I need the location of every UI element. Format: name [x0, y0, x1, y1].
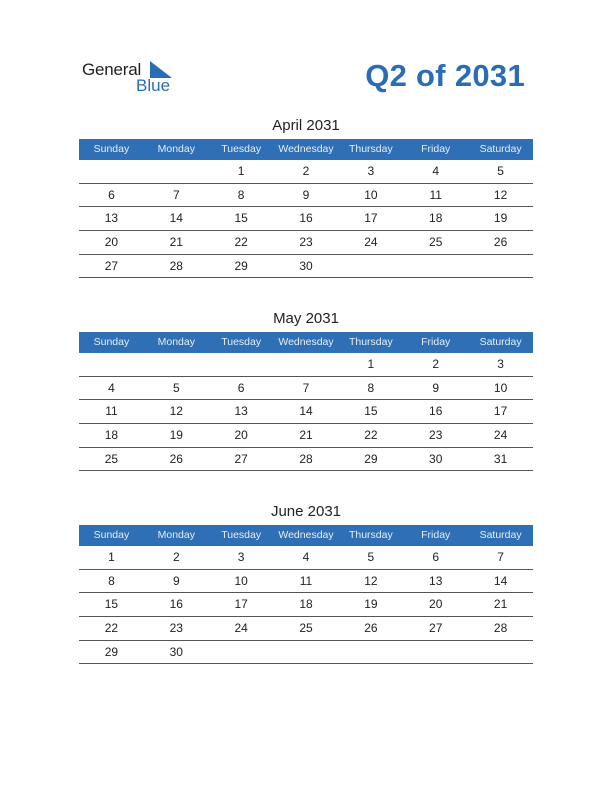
day-cell: 14 [299, 404, 313, 419]
day-cell: 22 [364, 428, 378, 443]
day-cell: 2 [432, 357, 440, 371]
day-cell: 27 [104, 258, 119, 273]
day-cell [144, 353, 209, 376]
day-cell: 16 [299, 211, 313, 226]
day-cell: 7 [302, 380, 310, 395]
weekday-header [79, 525, 533, 546]
weekday-label: Sunday [93, 529, 130, 541]
day-cell: 1 [367, 357, 375, 371]
day-cell: 21 [493, 597, 508, 612]
week-row [79, 617, 533, 641]
day-cell: 20 [104, 235, 119, 250]
day-cell: 13 [429, 573, 443, 588]
day-cell: 22 [234, 235, 248, 250]
day-cell [79, 353, 144, 376]
weekday-label: Sunday [93, 143, 130, 155]
day-cell: 2 [302, 164, 310, 178]
week-row [79, 641, 533, 665]
logo-general-text: General [82, 60, 142, 79]
week-row [79, 255, 533, 279]
day-cell [209, 641, 274, 664]
day-cell: 16 [169, 597, 183, 612]
weekday-label: Tuesday [221, 336, 262, 348]
day-cell: 6 [432, 550, 440, 564]
weekday-label: Thursday [348, 143, 393, 155]
day-cell: 29 [104, 644, 119, 659]
day-cell: 28 [493, 621, 508, 636]
day-cell [209, 353, 274, 376]
day-cell: 22 [104, 621, 119, 636]
day-cell: 24 [364, 235, 378, 250]
day-cell: 11 [299, 573, 313, 588]
day-cell [468, 255, 533, 278]
day-cell: 26 [169, 451, 183, 466]
day-cell: 19 [493, 211, 508, 226]
month-calendar [79, 503, 533, 664]
week-row [79, 231, 533, 255]
day-cell: 15 [364, 404, 378, 419]
page-title: Q2 of 2031 [365, 58, 525, 93]
day-cell: 13 [234, 404, 248, 419]
week-row [79, 593, 533, 617]
day-cell: 14 [169, 211, 183, 226]
day-cell: 25 [299, 621, 313, 636]
weekday-label: Wednesday [278, 529, 334, 541]
day-cell [274, 353, 339, 376]
weekday-label: Friday [421, 529, 451, 541]
weekday-label: Saturday [479, 143, 522, 155]
day-cell: 10 [234, 573, 248, 588]
day-cell: 5 [497, 164, 504, 178]
day-cell: 5 [367, 550, 375, 564]
day-cell: 13 [104, 211, 119, 226]
day-cell: 9 [172, 573, 180, 588]
day-cell: 4 [302, 550, 310, 564]
weekday-label: Sunday [93, 336, 130, 348]
day-cell: 10 [364, 187, 378, 202]
day-cell: 26 [493, 235, 508, 250]
day-cell [338, 255, 403, 278]
day-cell: 30 [429, 451, 443, 466]
week-row [79, 400, 533, 424]
day-cell: 23 [429, 428, 443, 443]
day-cell: 26 [364, 621, 378, 636]
day-cell: 28 [169, 258, 183, 273]
weekday-header [79, 139, 533, 160]
week-row [79, 207, 533, 231]
weekday-label: Monday [157, 336, 195, 348]
day-cell: 24 [493, 428, 508, 443]
day-cell [468, 641, 533, 664]
day-cell [79, 160, 144, 183]
day-cell: 21 [299, 428, 313, 443]
month-title: April 2031 [272, 117, 340, 134]
day-cell: 25 [104, 451, 119, 466]
day-cell: 3 [237, 550, 245, 564]
day-cell: 19 [364, 597, 378, 612]
day-cell: 1 [237, 164, 245, 178]
day-cell: 12 [364, 573, 378, 588]
day-cell: 8 [108, 573, 115, 588]
day-cell: 15 [234, 211, 248, 226]
day-cell: 24 [234, 621, 248, 636]
weekday-label: Monday [157, 529, 195, 541]
day-cell: 17 [364, 211, 378, 226]
weekday-label: Friday [421, 336, 451, 348]
day-cell [274, 641, 339, 664]
day-cell: 11 [105, 404, 118, 419]
month-calendar [79, 117, 533, 278]
day-cell: 3 [497, 357, 504, 371]
day-cell: 27 [234, 451, 248, 466]
logo-blue-text: Blue [136, 76, 171, 95]
week-row [79, 353, 533, 377]
day-cell: 31 [493, 451, 508, 466]
day-cell: 29 [364, 451, 378, 466]
day-cell: 25 [429, 235, 443, 250]
week-row [79, 546, 533, 570]
day-cell: 12 [493, 187, 508, 202]
day-cell: 7 [497, 550, 504, 564]
week-row [79, 448, 533, 472]
weekday-header [79, 332, 533, 353]
week-row [79, 184, 533, 208]
day-cell: 8 [237, 187, 245, 202]
day-cell: 9 [302, 187, 310, 202]
weekday-label: Tuesday [221, 529, 262, 541]
day-cell: 20 [429, 597, 443, 612]
day-cell: 9 [432, 380, 440, 395]
day-cell [144, 160, 209, 183]
month-title: June 2031 [270, 503, 342, 520]
day-cell: 6 [237, 380, 245, 395]
day-cell: 4 [432, 164, 440, 178]
day-cell: 11 [429, 187, 442, 202]
month-title: May 2031 [273, 310, 339, 327]
day-cell: 29 [234, 258, 248, 273]
day-cell: 6 [108, 187, 115, 202]
weekday-label: Tuesday [221, 143, 262, 155]
week-row [79, 160, 533, 184]
day-cell: 19 [169, 428, 183, 443]
week-row [79, 424, 533, 448]
weekday-label: Thursday [348, 529, 393, 541]
weekday-label: Wednesday [278, 143, 334, 155]
weekday-label: Saturday [479, 336, 522, 348]
day-cell [403, 255, 468, 278]
day-cell: 5 [172, 380, 180, 395]
day-cell: 15 [104, 597, 119, 612]
day-cell: 21 [169, 235, 183, 250]
day-cell: 2 [172, 550, 180, 564]
day-cell: 1 [108, 550, 115, 564]
day-cell: 18 [429, 211, 443, 226]
day-cell: 8 [367, 380, 375, 395]
day-cell: 23 [299, 235, 313, 250]
day-cell: 17 [234, 597, 248, 612]
day-cell [403, 641, 468, 664]
day-cell: 12 [169, 404, 183, 419]
day-cell: 23 [169, 621, 183, 636]
day-cell: 14 [493, 573, 508, 588]
week-row [79, 570, 533, 594]
generalblue-logo [82, 60, 182, 96]
day-cell: 10 [493, 380, 508, 395]
weekday-label: Saturday [479, 529, 522, 541]
weekday-label: Friday [421, 143, 451, 155]
week-row [79, 377, 533, 401]
day-cell: 18 [299, 597, 313, 612]
weekday-label: Thursday [348, 336, 393, 348]
day-cell: 20 [234, 428, 248, 443]
day-cell: 16 [429, 404, 443, 419]
day-cell: 30 [169, 644, 183, 659]
day-cell: 18 [104, 428, 119, 443]
day-cell: 7 [172, 187, 180, 202]
day-cell: 27 [429, 621, 443, 636]
day-cell: 17 [493, 404, 508, 419]
day-cell: 3 [367, 164, 375, 178]
month-calendar [79, 310, 533, 471]
day-cell [338, 641, 403, 664]
weekday-label: Monday [157, 143, 195, 155]
day-cell: 30 [299, 258, 313, 273]
weekday-label: Wednesday [278, 336, 334, 348]
day-cell: 28 [299, 451, 313, 466]
day-cell: 4 [108, 380, 115, 395]
